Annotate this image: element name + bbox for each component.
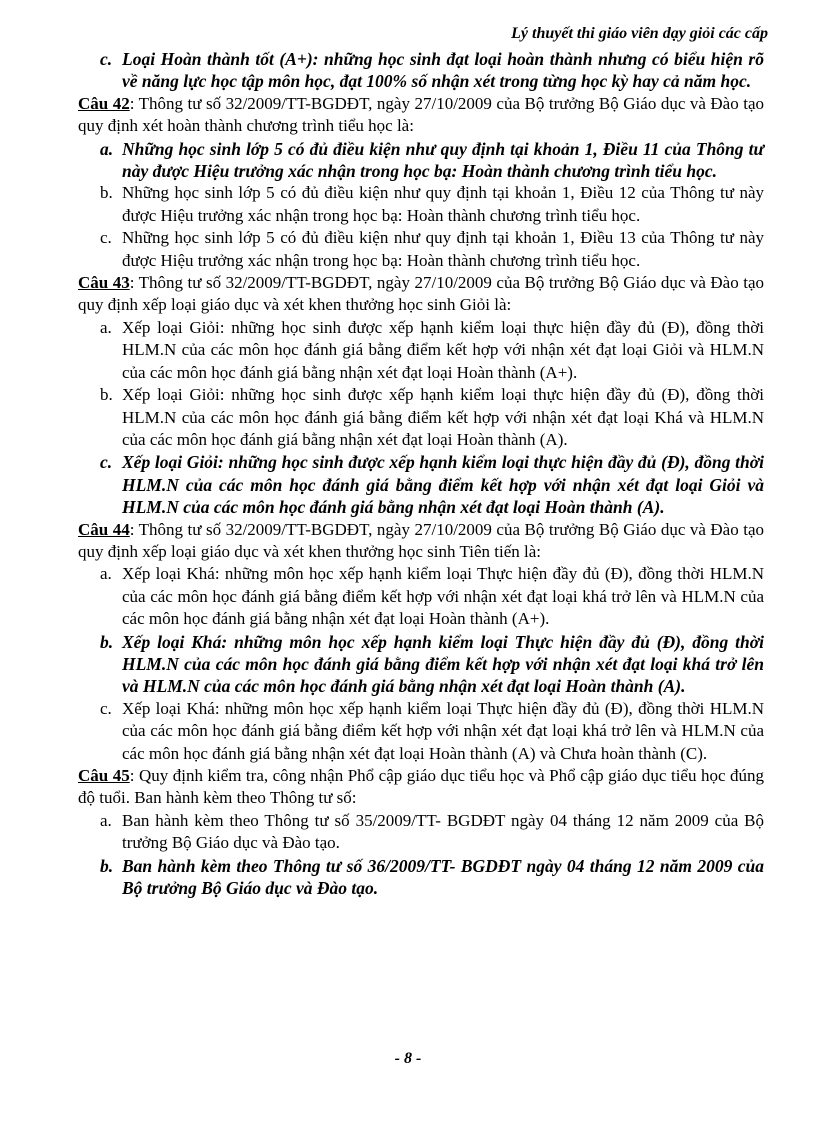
answer-option bbox=[78, 384, 764, 451]
option-letter: c. bbox=[100, 698, 112, 718]
answer-option bbox=[78, 810, 764, 855]
option-letter: c. bbox=[100, 452, 113, 473]
question-label: Câu 43 bbox=[78, 273, 130, 293]
option-text: Xếp loại Giỏi: những học sinh được xếp hạnh kiểm loại thực hiện đầy đủ (Đ), đồng thời HLM.N của các môn học đánh giá bằng điểm kết hợp với nhận xét đạt loại Khá và HLM.N của các môn học đánh giá bằng nhận xét đạt loại Hoàn thành (A). bbox=[122, 385, 764, 449]
option-text: Xếp loại Giỏi: những học sinh được xếp hạnh kiểm loại thực hiện đầy đủ (Đ), đồng thời HLM.N của các môn học đánh giá bằng điểm kết hợp với nhận xét đạt loại Giỏi và HLM.N của các môn học đánh giá bằng nhận xét đạt loại Hoàn thành (A+). bbox=[122, 317, 764, 382]
answer-option-correct bbox=[78, 855, 764, 900]
option-text: Những học sinh lớp 5 có đủ điều kiện như quy định tại khoản 1, Điều 12 của Thông tư này được Hiệu trưởng xác nhận trong học bạ: Hoàn thành chương trình tiểu học. bbox=[122, 183, 764, 225]
option-letter: a. bbox=[100, 317, 112, 337]
option-text: Loại Hoàn thành tốt (A+): những học sinh đạt loại hoàn thành nhưng có biểu hiện rõ về năng lực học tập môn học, đạt 100% số nhận xét trong từng học kỳ hay cả năm học. bbox=[122, 49, 764, 92]
answer-option-correct bbox=[78, 631, 764, 698]
question-label: Câu 45 bbox=[78, 766, 130, 785]
question-stem bbox=[78, 765, 764, 810]
answer-option bbox=[78, 317, 764, 384]
option-text: Những học sinh lớp 5 có đủ điều kiện như quy định tại khoản 1, Điều 13 của Thông tư này được Hiệu trưởng xác nhận trong học bạ: Hoàn thành chương trình tiểu học. bbox=[122, 228, 764, 270]
option-letter: c. bbox=[100, 49, 113, 69]
option-letter: b. bbox=[100, 631, 114, 652]
question-label: Câu 42 bbox=[78, 93, 130, 113]
option-text: Xếp loại Khá: những môn học xếp hạnh kiểm loại Thực hiện đầy đủ (Đ), đồng thời HLM.N của các môn học đánh giá bằng điểm kết hợp với nhận xét đạt loại khá trở lên và HLM.N của các môn học đánh giá bằng nhận xét đạt loại Hoàn thành (A). bbox=[122, 631, 764, 697]
question-stem bbox=[78, 272, 764, 317]
document-body bbox=[78, 48, 764, 899]
option-letter: b. bbox=[100, 183, 113, 203]
option-text: Những học sinh lớp 5 có đủ điều kiện như quy định tại khoản 1, Điều 11 của Thông tư này được Hiệu trưởng xác nhận trong học bạ: Hoàn thành chương trình tiểu học. bbox=[122, 138, 764, 182]
question-label: Câu 44 bbox=[78, 519, 130, 539]
question-text: : Thông tư số 32/2009/TT-BGDĐT, ngày 27/10/2009 của Bộ trưởng Bộ Giáo dục và Đào tạo quy định xếp loại giáo dục và xét khen thưởng học sinh Giỏi là: bbox=[78, 273, 764, 315]
option-text: Ban hành kèm theo Thông tư số 35/2009/TT- BGDĐT ngày 04 tháng 12 năm 2009 của Bộ trưởng Bộ Giáo dục và Đào tạo. bbox=[122, 810, 764, 853]
option-text: Ban hành kèm theo Thông tư số 36/2009/TT- BGDĐT ngày 04 tháng 12 năm 2009 của Bộ trưởng Bộ Giáo dục và Đào tạo. bbox=[122, 855, 764, 899]
question-text: : Thông tư số 32/2009/TT-BGDĐT, ngày 27/10/2009 của Bộ trưởng Bộ Giáo dục và Đào tạo quy định xếp loại giáo dục và xét khen thưởng học sinh Tiên tiến là: bbox=[78, 519, 764, 561]
page-number: - 8 - bbox=[394, 1050, 422, 1067]
option-letter: c. bbox=[100, 228, 112, 248]
option-letter: a. bbox=[100, 810, 112, 830]
running-header: Lý thuyết thi giáo viên dạy giỏi các cấp bbox=[511, 25, 768, 42]
answer-option-correct bbox=[78, 138, 764, 183]
question-text: : Quy định kiểm tra, công nhận Phổ cập giáo dục tiểu học và Phổ cập giáo dục tiểu học đúng độ tuổi. Ban hành kèm theo Thông tư số: bbox=[78, 766, 764, 808]
option-letter: a. bbox=[100, 138, 114, 159]
question-text: : Thông tư số 32/2009/TT-BGDĐT, ngày 27/10/2009 của Bộ trưởng Bộ Giáo dục và Đào tạo quy định xét hoàn thành chương trình tiểu học là: bbox=[78, 93, 764, 136]
option-letter: a. bbox=[100, 564, 112, 584]
answer-option bbox=[78, 698, 764, 765]
answer-option bbox=[78, 227, 764, 272]
option-text: Xếp loại Khá: những môn học xếp hạnh kiểm loại Thực hiện đầy đủ (Đ), đồng thời HLM.N của các môn học đánh giá bằng điểm kết hợp với nhận xét đạt loại khá trở lên và HLM.N của các môn học đánh giá bằng nhận xét đạt loại Hoàn thành (A+). bbox=[122, 564, 764, 629]
answer-option-correct bbox=[78, 451, 764, 518]
option-letter: b. bbox=[100, 855, 114, 876]
answer-option bbox=[78, 563, 764, 630]
question-stem bbox=[78, 519, 764, 564]
option-text: Xếp loại Khá: những môn học xếp hạnh kiểm loại Thực hiện đầy đủ (Đ), đồng thời HLM.N của các môn học đánh giá bằng điểm kết hợp với nhận xét đạt loại khá trở lên và HLM.N của các môn học đánh giá bằng nhận xét đạt loại Hoàn thành (A) và Chưa hoàn thành (C). bbox=[122, 698, 764, 763]
answer-option-correct bbox=[78, 48, 764, 93]
option-letter: b. bbox=[100, 385, 113, 405]
option-text: Xếp loại Giỏi: những học sinh được xếp hạnh kiểm loại thực hiện đầy đủ (Đ), đồng thời HLM.N của các môn học đánh giá bằng điểm kết hợp với nhận xét đạt loại Giỏi và HLM.N của các môn học đánh giá bằng nhận xét đạt loại Hoàn thành (A). bbox=[122, 452, 764, 518]
question-stem bbox=[78, 93, 764, 138]
answer-option bbox=[78, 182, 764, 227]
